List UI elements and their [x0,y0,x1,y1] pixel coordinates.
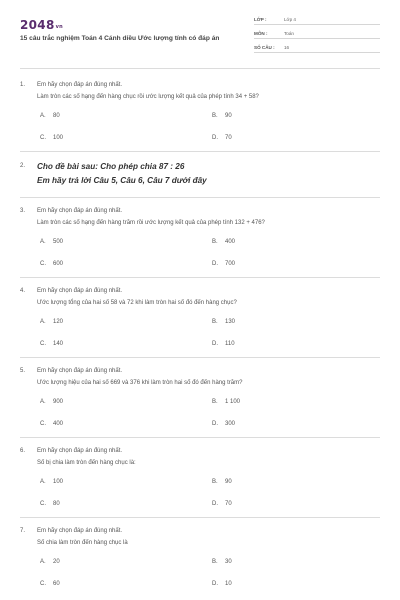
option-value: 700 [225,261,236,267]
option-letter: A. [40,399,46,405]
condition-line-2: Em hãy trả lời Câu 5, Câu 6, Câu 7 dưới đây [37,176,207,185]
question-number: 7. [20,528,26,534]
option-value: 70 [225,135,232,141]
option-value: 20 [53,559,60,565]
option-value: 500 [53,239,64,245]
option-value: 100 [53,135,64,141]
option-letter: D. [212,135,218,141]
question-number: 4. [20,288,26,294]
option-value: 400 [53,421,64,427]
option-value: 1 100 [225,399,241,405]
question-prompt: Em hãy chọn đáp án đúng nhất. [37,528,123,534]
option-b[interactable] [212,113,232,119]
meta-subject-label: MÔN : [254,31,268,36]
divider [20,517,380,518]
option-value: 90 [225,113,232,119]
option-letter: C. [40,135,46,141]
option-d[interactable] [212,135,232,141]
site-logo[interactable] [20,18,63,32]
option-value: 100 [53,479,64,485]
option-letter: C. [40,261,46,267]
option-a[interactable] [40,399,63,405]
meta-subject [254,29,380,39]
option-letter: D. [212,261,218,267]
option-b[interactable] [212,479,232,485]
option-value: 600 [53,261,64,267]
option-b[interactable] [212,319,235,325]
question-text: Ước lượng tổng của hai số 58 và 72 khi làm tròn hai số đó đến hàng chục? [37,300,237,306]
question-text: Ước lượng hiệu của hai số 669 và 376 khi làm tròn hai số đó đến hàng trăm? [37,380,243,386]
option-letter: D. [212,421,218,427]
option-b[interactable] [212,239,235,245]
question-number: 6. [20,448,26,454]
option-letter: A. [40,319,46,325]
option-letter: C. [40,581,46,587]
option-letter: B. [212,239,218,245]
option-value: 30 [225,559,232,565]
option-value: 80 [53,113,60,119]
divider [20,197,380,198]
question-text: Số chia làm tròn đến hàng chục là [37,540,128,546]
option-a[interactable] [40,479,63,485]
question-number: 5. [20,368,26,374]
option-a[interactable] [40,239,63,245]
question-number: 3. [20,208,26,214]
question-prompt: Em hãy chọn đáp án đúng nhất. [37,208,123,214]
worksheet-title: 15 câu trắc nghiệm Toán 4 Cánh diều Ước lượng tính có đáp án [20,35,220,42]
option-value: 90 [225,479,232,485]
option-d[interactable] [212,501,232,507]
option-value: 900 [53,399,64,405]
option-letter: A. [40,239,46,245]
meta-grade-value: Lớp 4 [284,17,296,22]
divider [20,357,380,358]
option-value: 130 [225,319,236,325]
option-d[interactable] [212,421,235,427]
option-value: 140 [53,341,64,347]
logo-text: 2048 [20,18,55,32]
option-letter: B. [212,319,218,325]
option-letter: D. [212,341,218,347]
divider [20,437,380,438]
option-c[interactable] [40,421,63,427]
option-d[interactable] [212,581,232,587]
question-prompt: Em hãy chọn đáp án đúng nhất. [37,82,123,88]
question-text: Làm tròn các số hạng đến hàng trăm rồi ước lượng kết quả của phép tính 132 + 476? [37,220,265,226]
option-letter: D. [212,501,218,507]
option-value: 80 [53,501,60,507]
question-text: Số bị chia làm tròn đến hàng chục là: [37,460,136,466]
meta-grade-label: LỚP : [254,17,267,22]
question-prompt: Em hãy chọn đáp án đúng nhất. [37,368,123,374]
option-a[interactable] [40,559,60,565]
option-letter: B. [212,113,218,119]
option-a[interactable] [40,319,63,325]
question-text: Làm tròn các số hạng đến hàng chục rồi ước lượng kết quả của phép tính 34 + 58? [37,94,259,100]
meta-count-label: SỐ CÂU : [254,45,275,50]
option-value: 120 [53,319,64,325]
option-letter: A. [40,113,46,119]
option-value: 300 [225,421,236,427]
option-letter: C. [40,341,46,347]
option-c[interactable] [40,581,60,587]
divider [20,151,380,152]
option-c[interactable] [40,261,63,267]
question-prompt: Em hãy chọn đáp án đúng nhất. [37,288,123,294]
option-b[interactable] [212,399,240,405]
option-b[interactable] [212,559,232,565]
option-letter: B. [212,399,218,405]
option-letter: B. [212,559,218,565]
meta-count [254,43,380,53]
option-c[interactable] [40,501,60,507]
condition-line-1: Cho đề bài sau: Cho phép chia 87 : 26 [37,162,185,171]
option-letter: D. [212,581,218,587]
option-c[interactable] [40,341,63,347]
option-value: 400 [225,239,236,245]
question-number: 1. [20,82,26,88]
option-letter: A. [40,479,46,485]
option-value: 110 [225,341,235,347]
option-letter: C. [40,501,46,507]
divider [20,68,380,69]
option-d[interactable] [212,261,235,267]
option-value: 10 [225,581,232,587]
option-value: 70 [225,501,232,507]
option-value: 60 [53,581,60,587]
meta-count-value: 16 [284,45,290,50]
question-prompt: Em hãy chọn đáp án đúng nhất. [37,448,123,454]
meta-subject-value: Toán [284,31,294,36]
option-letter: A. [40,559,46,565]
option-c[interactable] [40,135,63,141]
logo-suffix: vn [55,24,64,30]
question-number: 2. [20,163,26,169]
option-letter: B. [212,479,218,485]
option-letter: C. [40,421,46,427]
meta-grade [254,15,380,25]
option-d[interactable] [212,341,235,347]
divider [20,277,380,278]
option-a[interactable] [40,113,60,119]
